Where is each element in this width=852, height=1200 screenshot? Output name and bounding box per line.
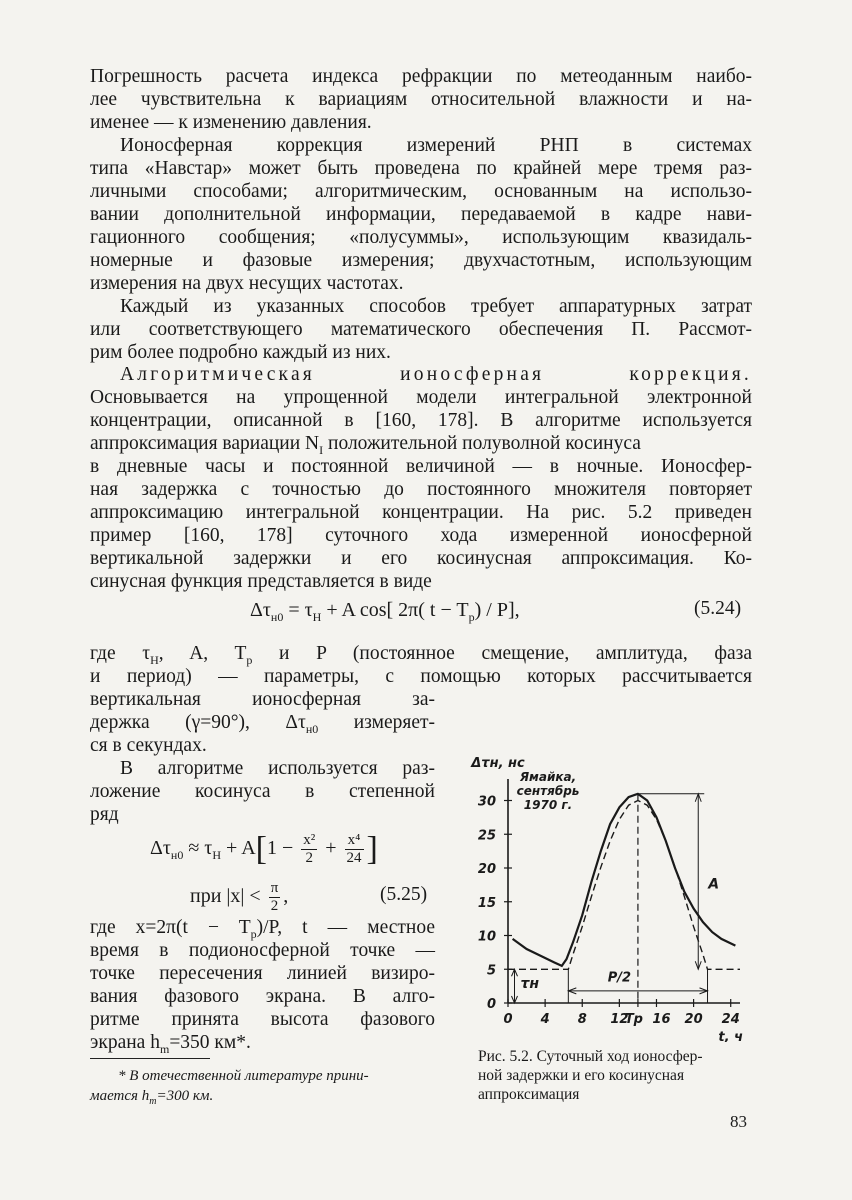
footnote-rule (90, 1058, 210, 1059)
text-line: вертикальной задержки и его косинусная аппроксимация. Ко- (90, 548, 752, 569)
text-line: рим более подробно каждый из них. (90, 342, 391, 363)
text-line: номерные и фазовые измерения; двухчастотным, использующим (90, 250, 752, 271)
text-line: измерения на двух несущих частотах. (90, 273, 404, 294)
text-line: пример [160, 178] суточного хода измеренной ионосферной (90, 525, 752, 546)
text-line: время в подионосферной точке — (90, 940, 435, 961)
text-line: личными способами; алгоритмическим, основанным на использо- (90, 181, 752, 202)
figure-caption: аппроксимация (478, 1086, 580, 1103)
x-tick-label: 20 (684, 1012, 703, 1027)
figure-caption: Рис. 5.2. Суточный ход ионосфер- (478, 1048, 703, 1065)
measured-delay-line (513, 794, 736, 966)
text-line: ритме принята высота фазового (90, 1009, 435, 1030)
annotation-label: 1970 г. (523, 798, 573, 812)
footnote-line: * В отечественной литературе прини- (118, 1068, 369, 1084)
text-line: лее чувствительна к вариациям относительной влажности и на- (90, 89, 752, 110)
text-line: Каждый из указанных способов требует аппаратурных затрат (120, 296, 752, 317)
text-line: аппроксимация вариации $N_I$ положительной полуволной косинуса (90, 433, 641, 457)
annotation-label: сентябрь (516, 784, 580, 798)
offset-label: τн (520, 976, 540, 993)
text-line: ся в секундах. (90, 735, 207, 756)
y-tick-label: 20 (477, 862, 496, 877)
equation-5-24: $\Delta\tau_{н0} = \tau_H + A$ cos[ 2π( $t - T_p) / P$], (250, 599, 520, 624)
page-number: 83 (730, 1112, 747, 1131)
x-tick-label: 4 (540, 1012, 550, 1027)
y-tick-label: 15 (477, 895, 496, 911)
text-line: ложение косинуса в степенной (90, 781, 435, 802)
y-tick-label: 0 (486, 997, 496, 1012)
text-line: синусная функция представляется в виде (90, 571, 432, 592)
x-axis-label: t, ч (718, 1030, 744, 1042)
equation-number: (5.24) (694, 598, 742, 619)
x-tick-label: 8 (577, 1012, 587, 1027)
equation-condition: при |x| < $\frac{\pi}{2}$ , (190, 880, 289, 914)
x-tick-label: Tp (624, 1012, 644, 1027)
x-tick-label: 24 (721, 1012, 740, 1027)
y-tick-label: 5 (486, 963, 496, 979)
section-heading: Алгоритмическая ионосферная коррекция. (120, 364, 752, 385)
annotation-label: Ямайка, (519, 770, 577, 784)
text-line: гационного сообщения; «полусуммы», использующим квазидаль- (90, 227, 752, 248)
figure-caption: ной задержки и его косинусная (478, 1067, 685, 1084)
text-line: концентрации, описанной в [160, 178]. В алгоритме используется (90, 410, 752, 431)
text-line: типа «Навстар» может быть проведена по крайней мере тремя раз- (90, 158, 752, 179)
text-line: аппроксимацию интегральной концентрации. На рис. 5.2 приведен (90, 502, 752, 523)
text-line: Погрешность расчета индекса рефракции по метеоданным наибо- (90, 66, 752, 87)
text-line: или соответствующего математического обеспечения П. Рассмот- (90, 319, 752, 340)
footnote-line: мается $h_m=300$ км. (90, 1088, 214, 1107)
text-line: вания фазового экрана. В алго- (90, 986, 435, 1007)
text-line: где $x=2\pi(t - T_p)/P$, t — местное (90, 917, 435, 941)
y-axis-label: Δτн, нс (471, 756, 525, 771)
text-line: вании дополнительной информации, передаваемой в кадре нави- (90, 204, 752, 225)
text-line: ряд (90, 804, 119, 825)
text-line: вертикальная ионосферная за- (90, 689, 435, 710)
equation-number: (5.25) (380, 884, 428, 905)
x-tick-label: 16 (652, 1012, 671, 1027)
y-tick-label: 25 (477, 828, 496, 844)
text-line: Основывается на упрощенной модели интегральной электронной (90, 387, 752, 408)
cosine-approximation-line (508, 801, 740, 970)
text-line: В алгоритме используется раз- (120, 758, 435, 779)
y-tick-label: 30 (477, 794, 496, 810)
text-line: экрана $h_m=350$ км*. (90, 1032, 251, 1056)
text-line: и период) — параметры, с помощью которых рассчитывается (90, 666, 752, 687)
ionospheric-delay-chart (468, 752, 758, 1042)
period-label: P/2 (607, 970, 632, 986)
text-line: точке пересечения линией визиро- (90, 963, 435, 984)
x-tick-label: 12 (610, 1012, 629, 1027)
text-line-section-heading: Ионосферная коррекция измерений РНП в системах (120, 135, 752, 156)
text-line: ная задержка с точностью до постоянного множителя повторяет (90, 479, 752, 500)
text-line: где $\tau_H$, A, $T_p$ и P (постоянное смещение, амплитуда, фаза (90, 643, 752, 667)
x-tick-label: 0 (503, 1012, 513, 1027)
text-line: именее — к изменению давления. (90, 112, 372, 133)
amplitude-label: A (708, 876, 720, 893)
text-line: в дневные часы и постоянной величиной — в ночные. Ионосфер- (90, 456, 752, 477)
text-line: держка (γ=90°), $\Delta\tau_{н0}$ измеряет- (90, 712, 435, 736)
equation-5-25: $\Delta\tau_{н0} \approx \tau_H + A[1$ − $\frac{\text{x²}}{2}$ + $\frac{\text{x⁴}}{24}$ ] (150, 830, 378, 868)
y-tick-label: 10 (477, 929, 496, 945)
